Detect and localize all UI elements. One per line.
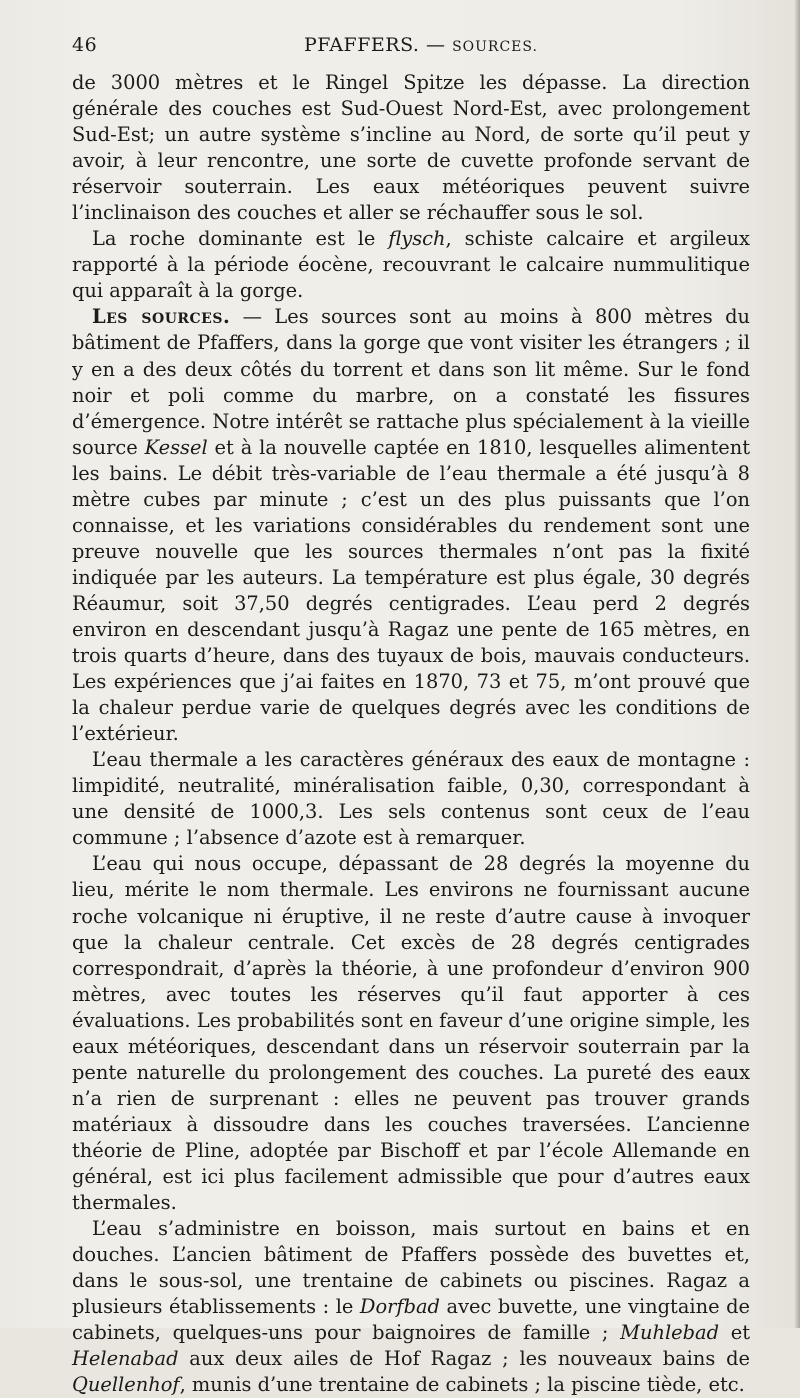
term-quellenhof: Quellenhof bbox=[72, 1373, 180, 1397]
paragraph-6-text-e: , munis d’une trentaine de cabinets ; la piscine tiède, etc. bbox=[179, 1373, 745, 1397]
section-heading-sources: Les sources. bbox=[92, 305, 231, 329]
page-edge-shadow bbox=[794, 0, 800, 1328]
paragraph-6-text-d: aux deux ailes de Hof Ragaz ; les nouveaux bains de bbox=[178, 1347, 750, 1371]
paragraph-6 bbox=[72, 1216, 750, 1398]
term-helenabad: Helenabad bbox=[72, 1347, 179, 1371]
paragraph-2-text-a: La roche dominante est le bbox=[92, 227, 389, 251]
running-title bbox=[304, 34, 538, 56]
paragraph-6-text-c: et bbox=[719, 1321, 750, 1345]
paragraph-2 bbox=[72, 226, 750, 304]
paragraph-1: de 3000 mètres et le Ringel Spitze les dépasse. La direction générale des couches est Sud-Ouest Nord-Est, avec prolongement Sud-Est; un autre système s’incline au Nord, de sorte qu’il peut y avoir, à leur rencontre, une sorte de cuvette profonde servant de réservoir souterrain. Les eaux météoriques peuvent suivre l’inclinaison des couches et aller se réchauffer sous le sol. bbox=[72, 71, 750, 225]
term-kessel: Kessel bbox=[144, 435, 208, 459]
paragraph-6-text-b: avec buvette, une vingtaine de cabinets, quelques-uns pour baignoires de famille ; bbox=[72, 1295, 750, 1345]
header-section: SOURCES. bbox=[452, 39, 538, 55]
paragraph-2-text-b: , schiste calcaire et argileux rapporté à la période éocène, recouvrant le calcaire nummulitique qui apparaît à la gorge. bbox=[72, 227, 750, 303]
term-flysch: flysch bbox=[388, 227, 446, 251]
paragraph-3 bbox=[72, 304, 750, 747]
term-dorfbad: Dorfbad bbox=[359, 1295, 440, 1319]
page-number: 46 bbox=[72, 34, 98, 56]
body-text bbox=[72, 70, 750, 1398]
paragraph-6-text-a: L’eau s’administre en boisson, mais surtout en bains et en douches. L’ancien bâtiment de Pfaffers possède des buvettes et, dans le sous-sol, une trentaine de cabinets ou piscines. Ragaz a plusieurs établissements : le bbox=[72, 1217, 750, 1319]
paragraph-4: L’eau thermale a les caractères généraux des eaux de montagne : limpidité, neutralité, minéralisation faible, 0,30, correspondant à une densité de 1000,3. Les sels contenus sont ceux de l’eau commune ; l’absence d’azote est à remarquer. bbox=[72, 748, 750, 850]
running-header bbox=[72, 34, 752, 64]
paragraph-3-text-a: — Les sources sont au moins à 800 mètres du bâtiment de Pfaffers, dans la gorge que vont visiter les étrangers ; il y en a des deux côtés du torrent et dans son lit même. Sur le fond noir et poli comme du marbre, on a constaté les fissures d’émergence. Notre intérêt se rattache plus spécialement à la vieille source bbox=[72, 305, 750, 459]
header-title: PFAFFERS. bbox=[304, 34, 420, 56]
paragraph-3-text-b: et à la nouvelle captée en 1810, lesquelles alimentent les bains. Le débit très-variable de l’eau thermale a été jusqu’à 8 mètre cubes par minute ; c’est un des plus puissants que l’on connaisse, et les variations considérables du rendement sont une preuve nouvelle que les sources thermales n’ont pas la fixité indiquée par les auteurs. La température est plus égale, 30 degrés Réaumur, soit 37,50 degrés centigrades. L’eau perd 2 degrés environ en descendant jusqu’à Ragaz une pente de 165 mètres, en trois quarts d’heure, dans des tuyaux de bois, mauvais conducteurs. Les expériences que j’ai faites en 1870, 73 et 75, m’ont prouvé que la chaleur perdue varie de quelques degrés avec les conditions de l’extérieur. bbox=[72, 435, 750, 746]
header-dash: — bbox=[426, 34, 446, 56]
term-muhlebad: Muhlebad bbox=[620, 1321, 720, 1345]
paragraph-5: L’eau qui nous occupe, dépassant de 28 degrés la moyenne du lieu, mérite le nom thermale. Les environs ne fournissant aucune roche volcanique ni éruptive, il ne reste d’autre cause à invoquer que la chaleur centrale. Cet excès de 28 degrés centigrades correspondrait, d’après la théorie, à une profondeur d’environ 900 mètres, avec toutes les réserves qu’il faut apporter à ces évaluations. Les probabilités sont en faveur d’une origine simple, les eaux météoriques, descendant dans un réservoir souterrain par la pente naturelle du prolongement des couches. La pureté des eaux n’a rien de surprenant : elles ne peuvent pas trouver grands matériaux à dissoudre dans les couches traversées. L’ancienne théorie de Pline, adoptée par Bischoff et par l’école Allemande en général, est ici plus facilement admissible que pour d’autres eaux thermales. bbox=[72, 852, 750, 1215]
